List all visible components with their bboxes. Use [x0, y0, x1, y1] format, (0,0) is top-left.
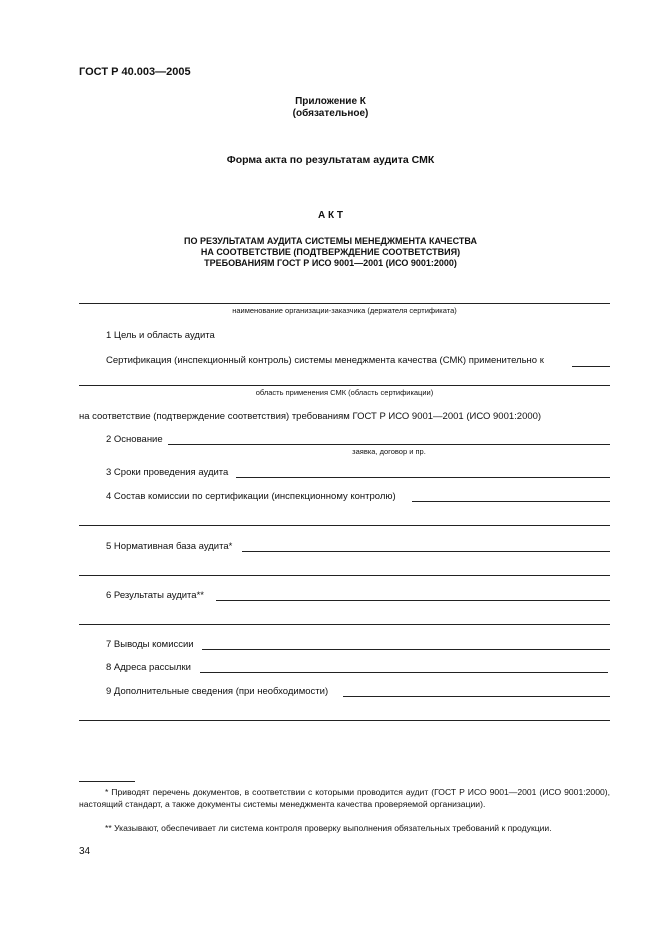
section-3-line[interactable]	[236, 477, 610, 478]
section-9-label: 9 Дополнительные сведения (при необходимости)	[106, 686, 329, 697]
act-title: А К Т	[318, 210, 343, 221]
act-subtitle-line-1: ПО РЕЗУЛЬТАТАМ АУДИТА СИСТЕМЫ МЕНЕДЖМЕНТА КАЧЕСТВА	[184, 236, 477, 246]
section-1-label: 1 Цель и область аудита	[106, 330, 215, 341]
act-subtitle-line-3: ТРЕБОВАНИЯМ ГОСТ Р ИСО 9001—2001 (ИСО 9001:2000)	[204, 258, 457, 268]
scope-line[interactable]	[79, 385, 610, 386]
section-6-line[interactable]	[216, 600, 610, 601]
section-5-line-2[interactable]	[79, 575, 610, 576]
section-4-line-2[interactable]	[79, 525, 610, 526]
section-8-line[interactable]	[200, 672, 608, 673]
section-9-line-2[interactable]	[79, 720, 610, 721]
footnote-2: ** Указывают, обеспечивает ли система контроля проверку выполнения обязательных требований к продукции.	[105, 823, 552, 833]
document-id: ГОСТ Р 40.003—2005	[79, 66, 191, 78]
act-subtitle-line-2: НА СООТВЕТСТВИЕ (ПОДТВЕРЖДЕНИЕ СООТВЕТСТВИЯ)	[200, 247, 461, 257]
org-name-line[interactable]	[79, 303, 610, 304]
section-5-line[interactable]	[242, 551, 610, 552]
form-title: Форма акта по результатам аудита СМК	[226, 154, 435, 166]
section-2-caption: заявка, договор и пр.	[352, 447, 426, 456]
section-2-label: 2 Основание	[106, 434, 163, 445]
section-7-label: 7 Выводы комиссии	[106, 639, 194, 650]
section-5-label: 5 Нормативная база аудита*	[106, 541, 233, 552]
section-6-line-2[interactable]	[79, 624, 610, 625]
footnote-separator	[79, 781, 135, 782]
section-3-label: 3 Сроки проведения аудита	[106, 467, 229, 478]
appendix-status: (обязательное)	[292, 108, 369, 119]
footnote-1: * Приводят перечень документов, в соответствии с которыми проводится аудит (ГОСТ Р ИСО 9001—2001 (ИСО 9001:2000), настоящий стандарт, а также документы системы менеджмента качества проверяемой организации).	[79, 787, 610, 809]
section-7-line[interactable]	[202, 649, 610, 650]
certification-object-line[interactable]	[572, 366, 610, 367]
certification-text: Сертификация (инспекционный контроль) системы менеджмента качества (СМК) применительно к	[106, 355, 544, 366]
appendix-label: Приложение К	[295, 96, 366, 107]
section-4-line[interactable]	[412, 501, 610, 502]
section-6-label: 6 Результаты аудита**	[106, 590, 204, 601]
org-name-caption: наименование организации-заказчика (держателя сертификата)	[232, 306, 457, 315]
section-9-line[interactable]	[343, 696, 610, 697]
page-number: 34	[79, 846, 91, 857]
scope-caption: область применения СМК (область сертификации)	[255, 388, 434, 397]
section-4-label: 4 Состав комиссии по сертификации (инспекционному контролю)	[106, 491, 396, 502]
section-8-label: 8 Адреса рассылки	[106, 662, 191, 673]
conformity-text: на соответствие (подтверждение соответствия) требованиям ГОСТ Р ИСО 9001—2001 (ИСО 9001:2000)	[79, 411, 542, 422]
section-2-line[interactable]	[168, 444, 610, 445]
